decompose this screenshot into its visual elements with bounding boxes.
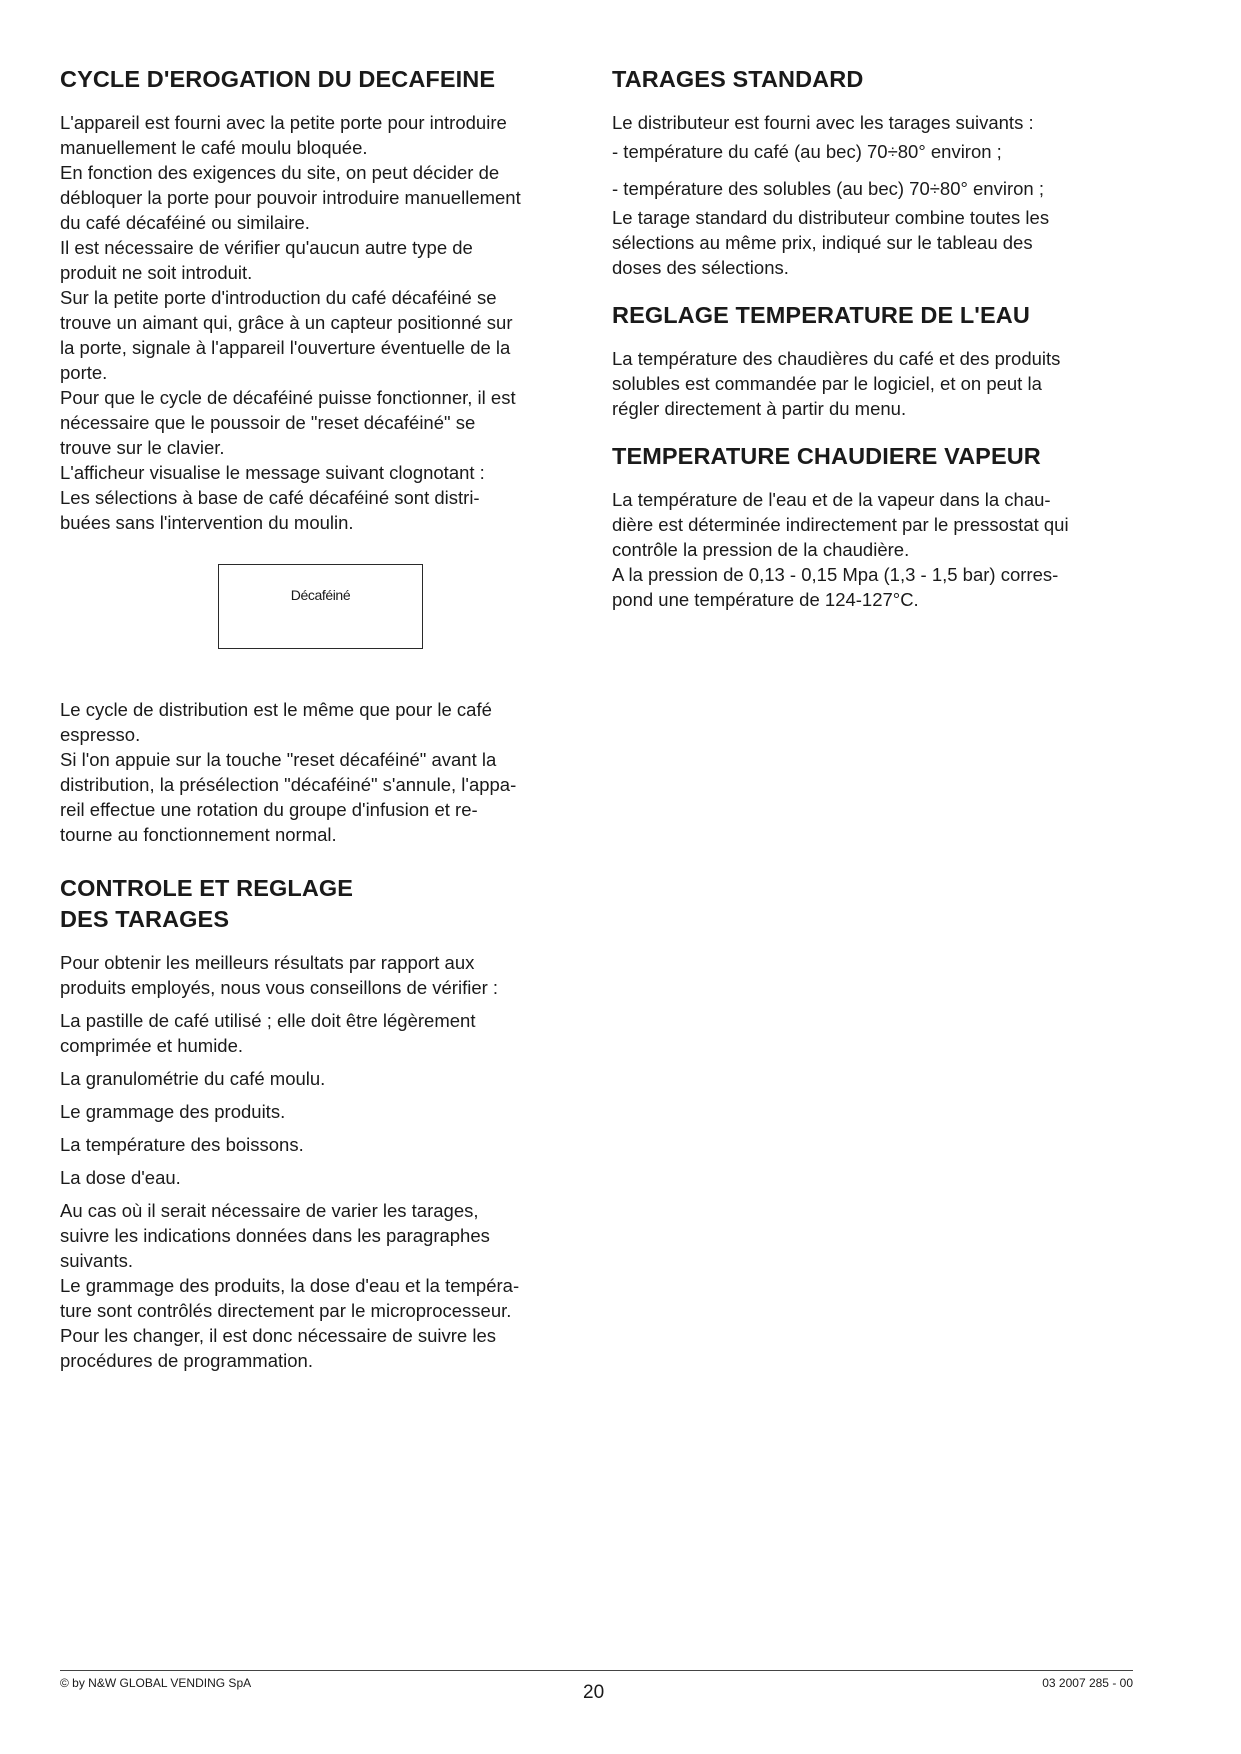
- text-line: La pastille de café utilisé ; elle doit être légèrement: [60, 1010, 476, 1031]
- text-line: produits employés, nous vous conseillons de vérifier :: [60, 977, 499, 998]
- page-number: 20: [583, 1682, 605, 1703]
- text-line: Au cas où il serait nécessaire de varier les tarages,: [60, 1200, 479, 1221]
- heading-cycle-decafeine: CYCLE D'EROGATION DU DECAFEINE: [60, 66, 496, 92]
- tarage-bullet-cafe: - température du café (au bec) 70÷80° environ ;: [612, 141, 1002, 162]
- text-line: reil effectue une rotation du groupe d'infusion et re-: [60, 799, 478, 820]
- heading-line: CONTROLE ET REGLAGE: [60, 875, 354, 901]
- text-line: L'afficheur visualise le message suivant clognotant :: [60, 462, 485, 483]
- heading-reglage-temperature-eau: REGLAGE TEMPERATURE DE L'EAU: [612, 302, 1030, 328]
- text-line: ture sont contrôlés directement par le microprocesseur.: [60, 1300, 512, 1321]
- text-line: Pour obtenir les meilleurs résultats par rapport aux: [60, 952, 475, 973]
- check-item-pastille: [60, 1008, 588, 1058]
- text-line: la porte, signale à l'appareil l'ouverture éventuelle de la: [60, 337, 511, 358]
- text-line: Pour que le cycle de décaféiné puisse fonctionner, il est: [60, 387, 516, 408]
- footer-copyright: © by N&W GLOBAL VENDING SpA: [60, 1676, 252, 1690]
- text-line: buées sans l'intervention du moulin.: [60, 512, 354, 533]
- text-line: solubles est commandée par le logiciel, et on peut la: [612, 373, 1042, 394]
- text-line: L'appareil est fourni avec la petite porte pour introduire: [60, 112, 507, 133]
- paragraph-tarages-outro: [612, 205, 1132, 280]
- text-line: du café décaféiné ou similaire.: [60, 212, 310, 233]
- check-item-temperature: La température des boissons.: [60, 1134, 304, 1155]
- paragraph-reglage-temperature: [612, 346, 1132, 421]
- text-line: La température des chaudières du café et des produits: [612, 348, 1061, 369]
- text-line: Il est nécessaire de vérifier qu'aucun autre type de: [60, 237, 473, 258]
- paragraph-controle-intro: [60, 950, 588, 1000]
- heading-temperature-chaudiere-vapeur: TEMPERATURE CHAUDIERE VAPEUR: [612, 443, 1041, 469]
- paragraph-chaudiere-vapeur: [612, 487, 1132, 612]
- text-line: porte.: [60, 362, 108, 383]
- heading-controle-reglage: [60, 873, 588, 935]
- text-line: débloquer la porte pour pouvoir introduire manuellement: [60, 187, 521, 208]
- text-line: sélections au même prix, indiqué sur le tableau des: [612, 232, 1033, 253]
- text-line: dière est déterminée indirectement par le pressostat qui: [612, 514, 1069, 535]
- text-line: En fonction des exigences du site, on peut décider de: [60, 162, 500, 183]
- heading-line: DES TARAGES: [60, 906, 230, 932]
- text-line: Pour les changer, il est donc nécessaire de suivre les: [60, 1325, 497, 1346]
- paragraph-controle-outro: [60, 1198, 588, 1373]
- text-line: distribution, la présélection "décaféiné" s'annule, l'appa-: [60, 774, 517, 795]
- text-line: Les sélections à base de café décaféiné sont distri-: [60, 487, 480, 508]
- text-line: Si l'on appuie sur la touche "reset décaféiné" avant la: [60, 749, 497, 770]
- text-line: contrôle la pression de la chaudière.: [612, 539, 910, 560]
- heading-tarages-standard: TARAGES STANDARD: [612, 66, 864, 92]
- text-line: La température de l'eau et de la vapeur dans la chau-: [612, 489, 1051, 510]
- text-line: procédures de programmation.: [60, 1350, 313, 1371]
- text-line: manuellement le café moulu bloquée.: [60, 137, 368, 158]
- paragraph-decafeine-cycle: [60, 697, 588, 847]
- text-line: Le grammage des produits, la dose d'eau et la tempéra-: [60, 1275, 520, 1296]
- check-item-dose-eau: La dose d'eau.: [60, 1167, 181, 1188]
- text-line: suivants.: [60, 1250, 134, 1271]
- footer-divider: [60, 1670, 1133, 1671]
- text-line: Sur la petite porte d'introduction du café décaféiné se: [60, 287, 497, 308]
- paragraph-tarages-intro: Le distributeur est fourni avec les tarages suivants :: [612, 112, 1034, 133]
- text-line: espresso.: [60, 724, 141, 745]
- text-line: Le tarage standard du distributeur combine toutes les: [612, 207, 1050, 228]
- display-message-text: Décaféiné: [290, 587, 351, 603]
- display-message-box: [218, 564, 423, 649]
- text-line: régler directement à partir du menu.: [612, 398, 907, 419]
- text-line: nécessaire que le poussoir de "reset décaféiné" se: [60, 412, 476, 433]
- text-line: tourne au fonctionnement normal.: [60, 824, 337, 845]
- tarage-bullet-solubles: - température des solubles (au bec) 70÷80° environ ;: [612, 178, 1044, 199]
- right-column: [612, 64, 1132, 612]
- text-line: comprimée et humide.: [60, 1035, 244, 1056]
- text-line: trouve un aimant qui, grâce à un capteur positionné sur: [60, 312, 513, 333]
- left-column: [60, 64, 588, 1373]
- text-line: Le cycle de distribution est le même que pour le café: [60, 699, 492, 720]
- check-item-grammage: Le grammage des produits.: [60, 1101, 286, 1122]
- text-line: suivre les indications données dans les paragraphes: [60, 1225, 490, 1246]
- paragraph-decafeine-intro: [60, 110, 588, 535]
- text-line: trouve sur le clavier.: [60, 437, 225, 458]
- text-line: A la pression de 0,13 - 0,15 Mpa (1,3 - 1,5 bar) corres-: [612, 564, 1059, 585]
- text-line: pond une température de 124-127°C.: [612, 589, 919, 610]
- text-line: produit ne soit introduit.: [60, 262, 253, 283]
- check-item-granulometrie: La granulométrie du café moulu.: [60, 1068, 326, 1089]
- text-line: doses des sélections.: [612, 257, 789, 278]
- footer-doc-code: 03 2007 285 - 00: [1042, 1676, 1133, 1690]
